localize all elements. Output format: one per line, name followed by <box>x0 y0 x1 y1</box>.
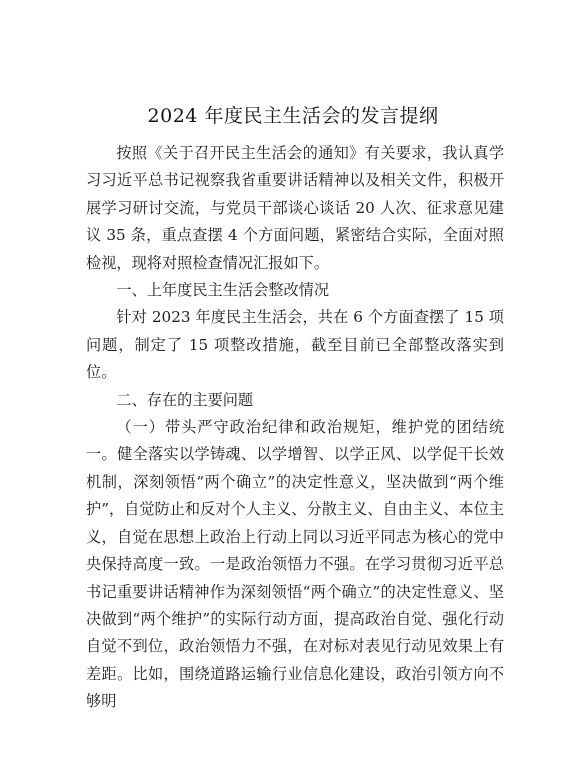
section-1-paragraph: 针对 2023 年度民主生活会，共在 6 个方面查摆了 15 项问题，制定了 15 项整改措施，截至目前已全部整改落实到位。 <box>86 308 504 382</box>
document-body <box>86 140 504 716</box>
document-title: 2024 年度民主生活会的发言提纲 <box>147 105 439 127</box>
section-heading-2: 二、存在的主要问题 <box>116 390 254 409</box>
section-2-paragraph: （一）带头严守政治纪律和政治规矩，维护党的团结统一。健全落实以学铸魂、以学增智、以学正风、以学促干长效机制，深刻领悟“两个确立”的决定性意义，坚决做到“两个维护”，自觉防止和反对个人主义、分散主义、自由主义、本位主义，自觉在思想上政治上行动上同以习近平同志为核心的党中央保持高度一致。一是政治领悟力不强。在学习贯彻习近平总书记重要讲话精神作为深刻领悟“两个确立”的决定性意义、坚决做到“两个维护”的实际行动方面，提高政治自觉、强化行动自觉不到位，政治领悟力不强，在对标对表见行动见效果上有差距。比如，围绕道路运输行业信息化建设，政治引领方向不够明 <box>86 418 504 711</box>
section-heading-1: 一、上年度民主生活会整改情况 <box>116 281 330 300</box>
intro-paragraph: 按照《关于召开民主生活会的通知》有关要求，我认真学习习近平总书记视察我省重要讲话精神以及相关文件，积极开展学习研讨交流，与党员干部谈心谈话 20 人次、征求意见建议 35 条，重点查摆 4 个方面问题，紧密结合实际，全面对照检视，现将对照检查情况汇报如下。 <box>86 144 504 272</box>
